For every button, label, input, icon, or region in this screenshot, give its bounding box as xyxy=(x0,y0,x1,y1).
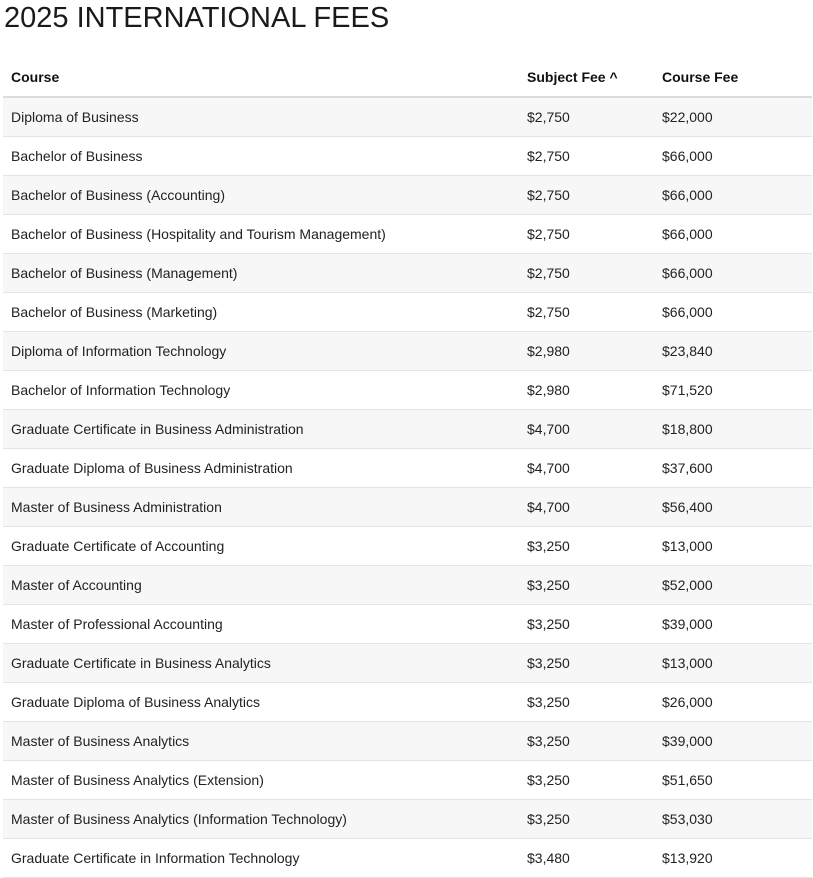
table-row xyxy=(3,488,812,527)
table-row xyxy=(3,605,812,644)
cell-course: Diploma of Information Technology xyxy=(3,332,519,371)
cell-subject-fee: $2,980 xyxy=(519,332,654,371)
table-row xyxy=(3,644,812,683)
cell-course: Bachelor of Business xyxy=(3,137,519,176)
cell-course-fee: $51,650 xyxy=(654,761,812,800)
cell-course: Graduate Certificate in Business Administration xyxy=(3,410,519,449)
table-row xyxy=(3,449,812,488)
cell-subject-fee: $4,700 xyxy=(519,449,654,488)
cell-subject-fee: $3,480 xyxy=(519,839,654,878)
cell-course-fee: $52,000 xyxy=(654,566,812,605)
cell-course-fee: $66,000 xyxy=(654,254,812,293)
cell-subject-fee: $2,750 xyxy=(519,293,654,332)
header-row xyxy=(3,58,812,97)
column-header-course[interactable]: Course xyxy=(3,58,519,97)
cell-subject-fee: $2,750 xyxy=(519,254,654,293)
cell-course: Master of Accounting xyxy=(3,566,519,605)
column-header-subject-fee[interactable]: Subject Fee ^ xyxy=(519,58,654,97)
cell-course: Diploma of Business xyxy=(3,97,519,137)
cell-course-fee: $37,600 xyxy=(654,449,812,488)
page-title: 2025 INTERNATIONAL FEES xyxy=(4,2,390,34)
table-row xyxy=(3,722,812,761)
cell-subject-fee: $2,750 xyxy=(519,137,654,176)
cell-course-fee: $39,000 xyxy=(654,722,812,761)
cell-course: Graduate Certificate of Accounting xyxy=(3,527,519,566)
table-row xyxy=(3,371,812,410)
cell-course: Bachelor of Business (Hospitality and Tourism Management) xyxy=(3,215,519,254)
table-row xyxy=(3,410,812,449)
cell-course-fee: $66,000 xyxy=(654,215,812,254)
cell-subject-fee: $3,250 xyxy=(519,683,654,722)
table-row xyxy=(3,566,812,605)
cell-course: Bachelor of Business (Accounting) xyxy=(3,176,519,215)
cell-course: Bachelor of Business (Marketing) xyxy=(3,293,519,332)
cell-course: Graduate Certificate in Information Technology xyxy=(3,839,519,878)
table-row xyxy=(3,254,812,293)
cell-subject-fee: $2,750 xyxy=(519,215,654,254)
cell-subject-fee: $3,250 xyxy=(519,605,654,644)
cell-subject-fee: $3,250 xyxy=(519,722,654,761)
cell-course-fee: $18,800 xyxy=(654,410,812,449)
cell-course-fee: $56,400 xyxy=(654,488,812,527)
table-row xyxy=(3,800,812,839)
table-row xyxy=(3,332,812,371)
table-row xyxy=(3,527,812,566)
table-header xyxy=(3,58,812,97)
cell-course: Master of Business Analytics (Information Technology) xyxy=(3,800,519,839)
cell-course-fee: $66,000 xyxy=(654,176,812,215)
cell-course-fee: $39,000 xyxy=(654,605,812,644)
cell-subject-fee: $3,250 xyxy=(519,644,654,683)
cell-course: Graduate Diploma of Business Administration xyxy=(3,449,519,488)
table-row xyxy=(3,683,812,722)
cell-subject-fee: $2,750 xyxy=(519,97,654,137)
cell-subject-fee: $3,250 xyxy=(519,800,654,839)
cell-course-fee: $66,000 xyxy=(654,137,812,176)
cell-course: Master of Professional Accounting xyxy=(3,605,519,644)
table-row xyxy=(3,293,812,332)
table-row xyxy=(3,137,812,176)
cell-course-fee: $13,920 xyxy=(654,839,812,878)
cell-subject-fee: $2,980 xyxy=(519,371,654,410)
cell-course-fee: $13,000 xyxy=(654,644,812,683)
cell-subject-fee: $4,700 xyxy=(519,488,654,527)
cell-course: Master of Business Analytics xyxy=(3,722,519,761)
column-header-course-fee[interactable]: Course Fee xyxy=(654,58,812,97)
cell-course-fee: $71,520 xyxy=(654,371,812,410)
fees-table xyxy=(3,58,812,878)
cell-subject-fee: $3,250 xyxy=(519,566,654,605)
cell-course-fee: $13,000 xyxy=(654,527,812,566)
cell-course-fee: $22,000 xyxy=(654,97,812,137)
cell-course-fee: $26,000 xyxy=(654,683,812,722)
cell-course: Master of Business Analytics (Extension) xyxy=(3,761,519,800)
table-row xyxy=(3,176,812,215)
cell-course: Bachelor of Information Technology xyxy=(3,371,519,410)
cell-course: Graduate Diploma of Business Analytics xyxy=(3,683,519,722)
cell-course-fee: $53,030 xyxy=(654,800,812,839)
table-row xyxy=(3,215,812,254)
table-body xyxy=(3,97,812,878)
table-row xyxy=(3,761,812,800)
cell-course: Master of Business Administration xyxy=(3,488,519,527)
cell-subject-fee: $3,250 xyxy=(519,527,654,566)
cell-subject-fee: $3,250 xyxy=(519,761,654,800)
cell-subject-fee: $4,700 xyxy=(519,410,654,449)
cell-course-fee: $66,000 xyxy=(654,293,812,332)
cell-course: Bachelor of Business (Management) xyxy=(3,254,519,293)
table-row xyxy=(3,97,812,137)
cell-course: Graduate Certificate in Business Analytics xyxy=(3,644,519,683)
table-row xyxy=(3,839,812,878)
cell-course-fee: $23,840 xyxy=(654,332,812,371)
cell-subject-fee: $2,750 xyxy=(519,176,654,215)
